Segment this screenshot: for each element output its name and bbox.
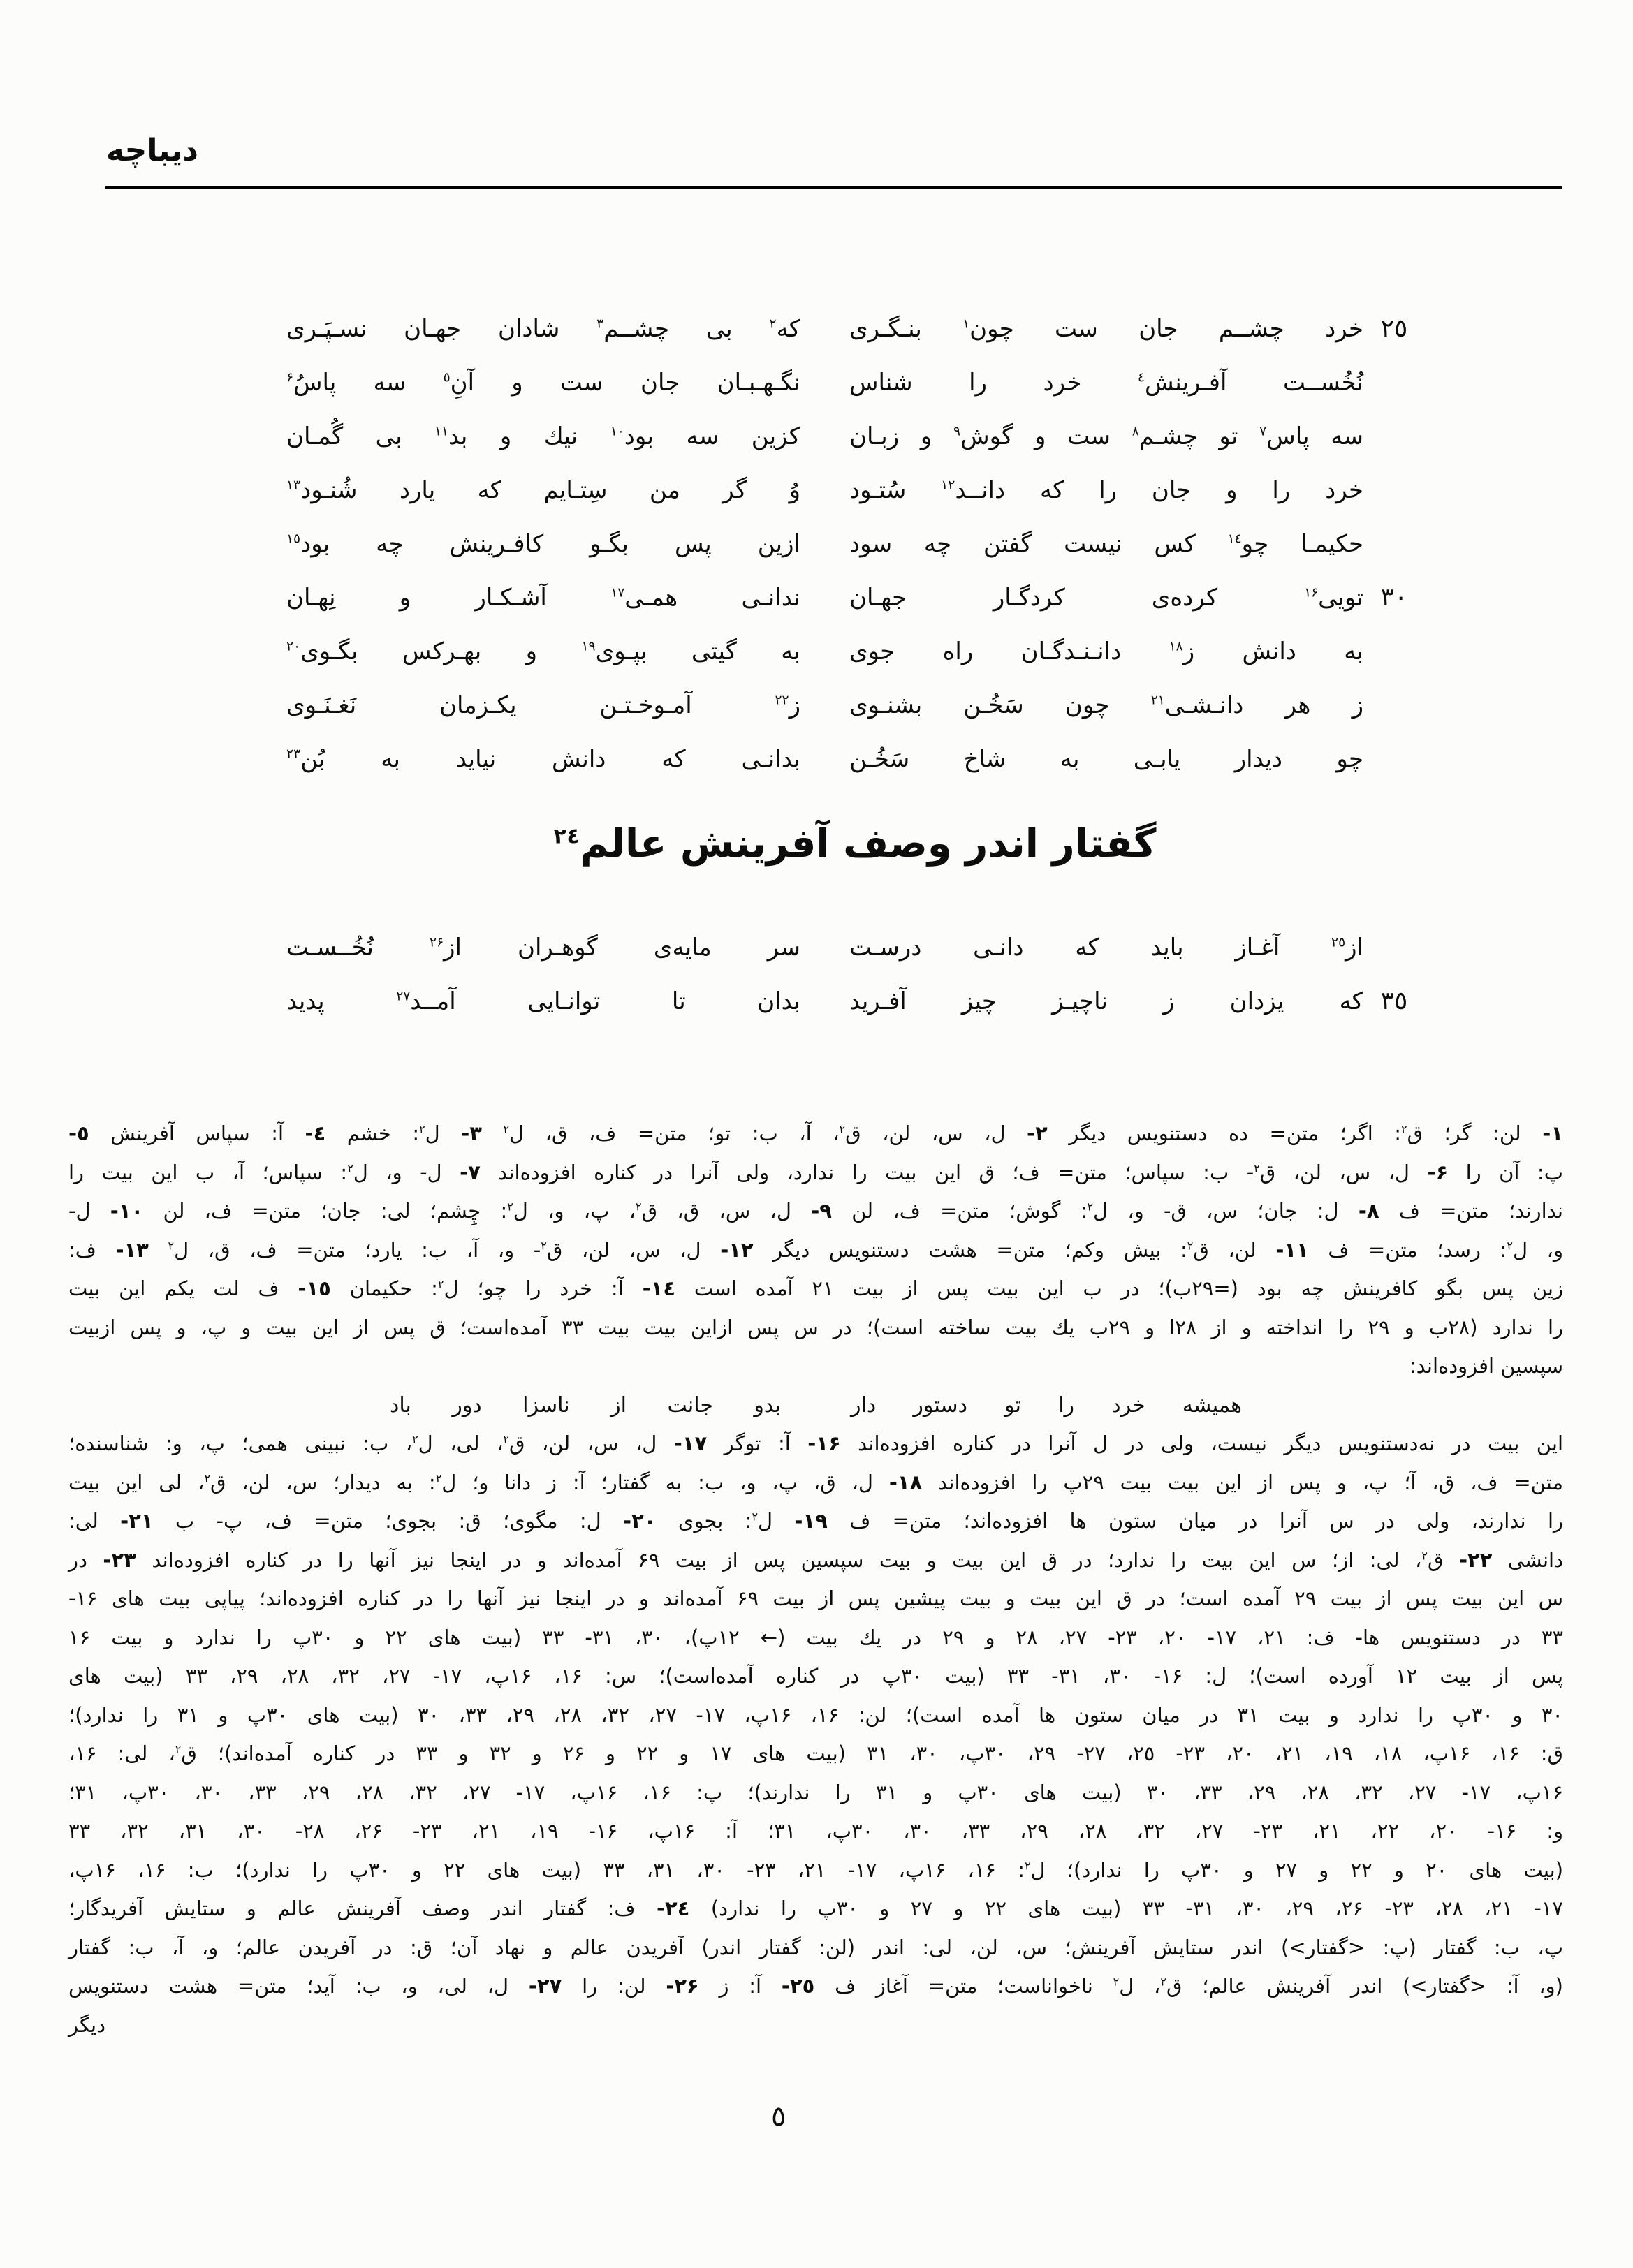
hemistich-left: ندانـی همـی$^{١٧}$ آشـکـار و نِهـان [286,583,800,612]
verse-number: ٣٥ [1380,987,1408,1015]
apparatus-line: ٣٣ در دستنویس ها- ف: ٢١، ١٧- ٢٠، ٢٣- ٢٧، ٢٨ و ٢٩ در یك بیت (← ١٢پ)، ٣٠، ٣١- ٣٣ (بیت های ٢٢ و ٣٠پ را ندارد و بیت ١۶ [68,1625,1564,1649]
apparatus-line: ق: ١۶، ١۶پ، ١٨، ١٩، ٢١، ٢٠، ٢٣- ٢٥، ٢٧- ٢٩، ٣٠پ، ٣٠، ٣١ (بیت های ١٧ و ٢٢ و ٢۶ و ٣٢ و ٣٣ در کناره آمده‌اند)؛ ق$^٢$، لی: ١۶، [68,1742,1564,1765]
hemistich-right: ز هر دانـشـی$^{٢١}$ چون سَخُـن بشنـوی [849,691,1363,719]
poem-couplet [285,678,1425,732]
apparatus-line: متن= ف، ق، آ؛ پ، و پس از این بیت بیت ٢٩پ را افزوده‌اند ١٨- ل، ق، پ، و، ب: به گفتار؛ آ: ز دانا و؛ ل$^٢$: به دیدار؛ س، لن، ق$^٢$، لی این بیت [68,1470,1564,1494]
hemistich-left: وُ گر من سِتـایم که یارد شُنـود$^{١٣}$ [286,476,800,504]
hemistich-right: خرد چشــم جان ست چون$^١$ بنـگـری [849,314,1363,343]
hemistich-left: کزین سه بود$^{١٠}$ نیك و بد$^{١١}$ بی گُمـان [286,422,800,450]
hemistich-right: نُخُســت آفـرینش$^٤$ خرد را شناس [849,368,1363,397]
poem-couplet [285,355,1425,409]
apparatus-line: این بیت در نه‌دستنویس دیگر نیست، ولی در ل آنرا در کناره افزوده‌اند ١۶- آ: توگر ١٧- ل، س، لن، ق$^٢$، لی، ل$^٢$، ب: نبینی همی؛ پ، و: شناسنده؛ [68,1431,1563,1455]
apparatus-line: سپسین افزوده‌اند: [1409,1354,1563,1378]
poem-couplet [285,570,1425,624]
poem-couplet [285,974,1425,1028]
hemistich-left: ز$^{٢٢}$ آمـوخـتـن یكـزمان نَغـنَـوی [286,691,800,719]
hemistich-right: خرد را و جان را که دانــد$^{١٢}$ سُتـود [849,476,1363,504]
poem-couplet [285,920,1425,974]
apparatus-line: و: ١۶- ٢٠، ٢٢، ٢١، ٢٣- ٢٧، ٣٢، ٢٨، ٢٩، ٣٣، ٣٠، ٣٠پ، ٣١؛ آ: ١۶پ، ١۶- ١٩، ٢١، ٢٣- ٢۶، ٢٨- ٣٠، ٣١، ٣٢، ٣٣ [68,1819,1564,1843]
poem-couplet [285,624,1425,678]
hemistich-left: ازین پس بگـو کافـرینش چه بود$^{١٥}$ [286,529,800,558]
hemistich-left: به گیتی بپـوی$^{١٩}$ و بهـرکس بگـوی$^{٢٠}$ [286,637,800,665]
hemistich-left: که$^٢$ بی چشــم$^٣$ شادان جهـان نسـپَـری [286,314,800,343]
apparatus-block [68,1114,1563,2045]
poem-couplet [285,732,1425,786]
hemistich-left: سر مایه‌ی گوهـران از$^{٢۶}$ نُخُــسـت [286,933,800,962]
hemistich-right: حکیمـا چو$^{١٤}$ کس نیست گفتن چه سود [849,529,1363,558]
apparatus-line: (و، آ: <گفتار>) اندر آفرینش عالم؛ ق$^٢$، ل$^٢$ ناخواناست؛ متن= آغاز ف ٢٥- آ: ز ٢۶- لن: را ٢٧- ل، لی، و، ب: آید؛ متن= هشت دستنویس [68,1974,1563,1998]
apparatus-verse-left: بدو جانت از ناسزا دور باد [390,1392,781,1418]
apparatus-line: را ندارد (٢٨ب و ٢٩ را انداخته و از ٢٨ا و ٢٩ب یك بیت ساخته است)؛ در س پس ازاین بیت بیت ٣٣ آمده‌است؛ ق پس از این بیت و پ، و پس ازبیت [68,1315,1564,1339]
apparatus-line: دانشی ٢٢- ق$^٢$، لی: از؛ س این بیت را ندارد؛ در ق این بیت و بیت سپسین پس از بیت ۶٩ آمده‌اند و در اینجا نیز آنها را در کناره افزوده‌اند ٢٣- در [68,1547,1563,1572]
apparatus-line: و، ل$^٢$: رسد؛ متن= ف ١١- لن، ق$^٢$: بیش وکم؛ متن= هشت دستنویس دیگر ١٢- ل، س، لن، ق$^٢$- و، آ، ب: یارد؛ متن= ف، ق، ل$^٢$ ١٣- ف: [68,1237,1564,1262]
hemistich-left: بدانـی که دانش نیاید به بُن$^{٢٣}$ [286,744,800,773]
hemistich-right: چو دیدار یابـی به شاخ سَخُـن [849,744,1363,773]
poem-couplet [285,517,1425,570]
apparatus-line: را ندارند، ولی در س آنرا در میان ستون ها افزوده‌اند؛ متن= ف ١٩- ل$^٢$: بجوی ٢٠- ل: مگوی؛ ق: بجوی؛ متن= ف، پ- ب ٢١- لی: [68,1509,1564,1533]
poem-block-2 [285,920,1425,1028]
apparatus-line: ١٧- ٢١، ٢٨، ٢٣- ٢۶، ٢٩، ٣٠، ٣١- ٣٣ (بیت های ٢٢ و ٢٧ و ٣٠پ را ندارد) ٢٤- ف: گفتار اندر وصف آفرینش عالم و ستایش آفریدگار؛ [68,1897,1564,1920]
section-heading: گفتار اندر وصف آفرینش عالم$^{٢٤}$ [553,821,1157,867]
page-number: ٥ [771,2100,786,2133]
apparatus-line: ١- لن: گر؛ ق$^٢$: اگر؛ متن= ده دستنویس دیگر ٢- ل، س، لن، ق$^٢$، آ، ب: تو؛ متن= ف، ق، ل$^٢$ ٣- ل$^٢$: خشم ٤- آ: سپاس آفرینش ٥- [68,1121,1564,1145]
apparatus-line: س این بیت پس از بیت ٢٩ آمده است؛ در ق این بیت و بیت پیشین پس از بیت ۶٩ آمده‌اند و در اینجا نیز آنها را در کناره افزوده‌اند؛ پیاپی بیت های ١۶- [68,1586,1563,1610]
apparatus-line: ٣٠ و ٣٠پ را ندارد و بیت ٣١ در میان ستون ها آمده است)؛ لن: ١۶، ١۶پ، ١٧- ٢٧، ٣٢، ٢٨، ٢٩، ٣٣، ٣٠ (بیت های ٣٠پ و ٣١ را ندارد)؛ [68,1702,1564,1727]
apparatus-line: پ: آن را ۶- ل، س، لن، ق$^٢$- ب: سپاس؛ متن= ف؛ ق این بیت را ندارد، ولی آنرا در کناره افزوده‌اند ٧- ل- و، ل$^٢$: سپاس؛ آ، ب این بیت را [68,1160,1563,1184]
apparatus-line: ١۶پ، ١٧- ٢٧، ٣٢، ٢٨، ٢٩، ٣٣، ٣٠ (بیت های ٣٠پ و ٣١ را ندارند)؛ پ: ١۶، ١۶پ، ١٧- ٢٧، ٣٢، ٢٨، ٢٩، ٣٣، ٣٠، ٣٠پ، ٣١؛ [68,1780,1564,1804]
apparatus-runover: دیگر [68,2012,106,2037]
header-rule-divider [105,186,1562,189]
poem-couplet [285,409,1425,463]
apparatus-line: ندارند؛ متن= ف ٨- ل: جان؛ س، ق- و، ل$^٢$: گوش؛ متن= ف، لن ٩- ل، س، ق، ق$^٢$، پ، و، ل$^٢$: چِشم؛ لی: جان؛ متن= ف، لن ١٠- ل- [68,1199,1563,1223]
hemistich-right: سه پاس$^٧$ تو چشـم$^٨$ ست و گوش$^٩$ و زبـان [849,422,1363,450]
apparatus-line: پس از بیت ١٢ آورده است)؛ ل: ١۶- ٣٠، ٣١- ٣٣ (بیت ٣٠پ در کناره آمده‌است)؛ س: ١۶، ١۶پ، ١٧- ٢٧، ٣٢، ٢٨، ٢٩، ٣٣ (بیت های [68,1664,1564,1688]
poem-couplet [285,302,1425,355]
poem-couplet [285,463,1425,517]
apparatus-line: (بیت های ٢٠ و ٢٢ و ٢٧ و ٣٠پ را ندارد)؛ ل$^٢$: ١۶، ١۶پ، ١٧- ٢١، ٢٣- ٣٠، ٣١، ٣٣ (بیت های ٢٢ و ٣٠پ را ندارد)؛ ب: ١۶، ١۶پ، [68,1857,1564,1882]
hemistich-left: نگـهـبـان جان ست و آنِ$^٥$ سه پاسُ$^۶$ [286,368,800,397]
hemistich-right: به دانش ز$^{١٨}$ دانـنـدگـان راه جوی [849,637,1364,665]
running-head-title: دیباچه [106,133,198,168]
verse-number: ٣٠ [1380,583,1408,612]
apparatus-line: زین پس بگو کافرینش چه بود (=٢٩ب)؛ در ب این بیت پس از بیت ٢١ آمده است ١٤- آ: خرد را چو؛ ل$^٢$: حکیمان ١٥- ف لت یکم این بیت [68,1276,1563,1300]
apparatus-verse-right: همیشه خرد را تو دستور دار [851,1392,1242,1418]
hemistich-left: بدان تا توانـایی آمــد$^{٢٧}$ پدید [286,987,800,1015]
poem-block-1 [285,302,1425,786]
apparatus-line: پ، ب: گفتار (پ: <گفتار>) اندر ستایش آفرینش؛ س، لن، لی: اندر (لن: گفتار اندر) آفریدن عالم و نهاد آن؛ ق: در آفریدن عالم؛ و، آ، ب: گفتار [68,1935,1563,1959]
apparatus-inline-verse [68,1386,1563,1425]
hemistich-right: تویی$^{١۶}$ کرده‌ی کردگـار جهـان [849,583,1363,612]
hemistich-right: که یزدان ز ناچیـز چیز آفـرید [849,987,1363,1015]
hemistich-right: از$^{٢٥}$ آغـاز باید که دانـی درسـت [849,933,1363,962]
verse-number: ٢٥ [1380,314,1408,343]
